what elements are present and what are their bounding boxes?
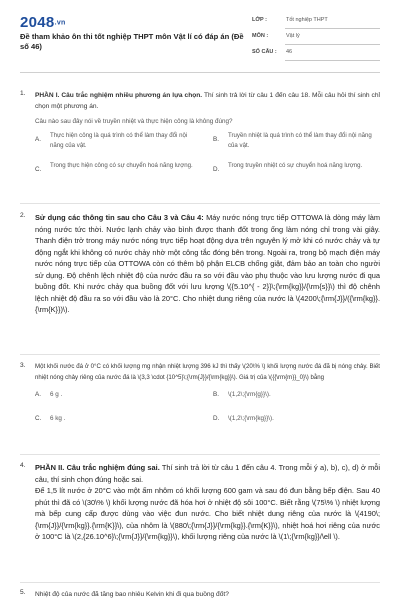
divider	[20, 72, 380, 73]
question-stem: Một khối nước đá ở 0°C có khối lượng mg nhận nhiệt lượng 396 kJ thì thấy \(20\% \) khối lượng nước đá đã bị nóng chảy. Biết nhiệt nóng chảy riêng của nước đá là \(3,3 \cdot {10^5}\;{\rm{J}}/{\rm{kg}}\). Giá trị của \({{\rm{m}}_0}\) bằng	[35, 363, 380, 381]
option-text: Thực hiện công là quá trình có thể làm thay đổi nội năng của vật.	[50, 132, 188, 150]
question-body	[35, 212, 380, 316]
option-label: D.	[213, 415, 220, 422]
question-number: 2.	[20, 212, 26, 219]
option-label: C.	[35, 166, 42, 174]
option-text: 6 g .	[50, 391, 63, 398]
section-heading: PHẦN II. Câu trắc nghiệm đúng sai.	[35, 463, 160, 472]
question-passage: Để 1,5 lít nước ở 20°C vào một ấm nhôm có khối lượng 600 gam và sau đó đun bằng bếp điện. Sau 40 phút thì đã có \(30\% \) khối lượng nước đã hóa hơi ở nhiệt độ sôi 100°C. Biết rằng \(75\% \) nhiệt lượng mà bếp cung cấp được dùng vào việc đun nước. Cho biết nhiệt dung riêng của nước là \(4190\;{\rm{J}}/{\rm{kg}}.{\rm{K}}\), của nhôm là \(880\;{\rm{J}}/{\rm{kg}}.{\rm{K}}\), nhiệt hoá hơi riêng của nước ở 100°C là \(2,{26.10^6}\;{\rm{J}}/{\rm{kg}}\), khối lượng riêng của nước là \(1\;{\rm{kg}}/\ell \).	[35, 486, 380, 541]
option-label: D.	[213, 166, 220, 174]
question-body	[35, 589, 380, 600]
option-text: \(1,2\;{\rm{kg}}\).	[228, 415, 274, 422]
option-label: B.	[213, 136, 219, 144]
section-instruction: Thí sinh trả lời từ câu 1 đến câu 4. Trong mỗi ý a), b), c), d) ở mỗi câu, thí sinh chọn đúng hoặc sai.	[35, 463, 380, 484]
logo-text: 2048	[20, 14, 55, 31]
question-body	[35, 362, 380, 437]
divider	[285, 44, 380, 45]
meta-row-count	[252, 47, 380, 63]
option-label: B.	[213, 391, 219, 398]
option-text: Trong truyền nhiệt có sự chuyển hoá năng lượng.	[228, 162, 363, 170]
option-text: Trong thực hiện công có sự chuyển hoá năng lượng.	[50, 162, 193, 170]
meta-value: 46	[286, 49, 293, 55]
logo-suffix: .vn	[54, 19, 66, 27]
divider	[20, 203, 380, 204]
option-text: 6 kg .	[50, 415, 66, 422]
passage-text: Máy nước nóng trực tiếp OTTOWA là dòng máy làm nóng nước tức thời. Nước lạnh chảy vào bình được thanh đốt trong ống làm nóng chỉ trong vài giây. Thanh điện trở trong máy nước nóng trực tiếp hoạt động dựa trên nguyên lý mở khi có nước chảy và tự động ngắt khi không có nước chảy nhờ một công tắc đóng bên trong. Ngoài ra, trong bộ mạch điện máy nước nóng trực tiếp của OTTOWA còn có thêm bộ phận ELCB chống giật, đảm bảo an toàn cho người sử dụng. Độ chênh lệch nhiệt độ của nước đầu ra so với đầu vào phụ thuộc vào lưu lượng nước đi qua buồng đốt. Khi nước chảy qua buồng đốt với lưu lượng \({5.10^{ - 2}}\;{\rm{kg}}/{\rm{s}}\) thì độ chênh lệch nhiệt độ đầu ra so với đầu vào là 20°C. Cho nhiệt dung riêng của nước là \(4200\;{\rm{J}}/({\rm{kg}}.{\rm{K}})\).	[35, 213, 380, 314]
meta-value: Vật lý	[286, 33, 300, 39]
meta-row-class	[252, 15, 380, 31]
divider	[20, 454, 380, 455]
question-intro	[35, 90, 380, 112]
section-heading: PHẦN I. Câu trắc nghiệm nhiều phương án lựa chọn.	[35, 92, 203, 99]
exam-meta	[252, 15, 380, 63]
divider	[285, 60, 380, 61]
meta-value: Tốt nghiệp THPT	[286, 17, 328, 23]
meta-label: LỚP :	[252, 17, 267, 23]
question-body	[35, 90, 380, 191]
divider	[20, 582, 380, 583]
option-label: C.	[35, 415, 42, 422]
meta-label: SỐ CÂU :	[252, 49, 277, 55]
worksheet-header	[0, 0, 400, 72]
option-text: \(1,2\;{\rm{g}}\).	[228, 391, 271, 398]
option-text: Truyền nhiệt là quá trình có thể làm thay đổi nội năng của vật.	[228, 132, 372, 150]
question-number: 5.	[20, 589, 26, 596]
question-body	[35, 462, 380, 543]
meta-label: MÔN :	[252, 33, 269, 39]
answer-options	[35, 131, 380, 191]
question-stem: Nhiệt độ của nước đã tăng bao nhiêu Kelvin khi đi qua buồng đốt?	[35, 591, 229, 598]
site-logo[interactable]	[20, 14, 66, 31]
question-number: 1.	[20, 90, 26, 97]
question-intro	[35, 462, 380, 485]
divider	[20, 354, 380, 355]
meta-row-subject	[252, 31, 380, 47]
answer-options	[35, 391, 380, 437]
question-number: 3.	[20, 362, 26, 369]
question-passage	[35, 212, 380, 316]
section-instruction: Thí sinh trả lời từ câu 1 đến câu 18. Mỗi câu hỏi thí sinh chỉ chọn một phương án.	[35, 92, 380, 111]
question-stem: Câu nào sau đây nói về truyền nhiệt và thực hiện công là không đúng?	[35, 118, 233, 126]
option-label: A.	[35, 136, 41, 144]
option-label: A.	[35, 391, 41, 398]
page-title: Đề tham khảo ôn thi tốt nghiệp THPT môn Vật lí có đáp án (Đề số 46)	[20, 32, 244, 51]
divider	[285, 28, 380, 29]
passage-heading: Sử dụng các thông tin sau cho Câu 3 và Câu 4:	[35, 213, 204, 222]
question-number: 4.	[20, 462, 26, 469]
